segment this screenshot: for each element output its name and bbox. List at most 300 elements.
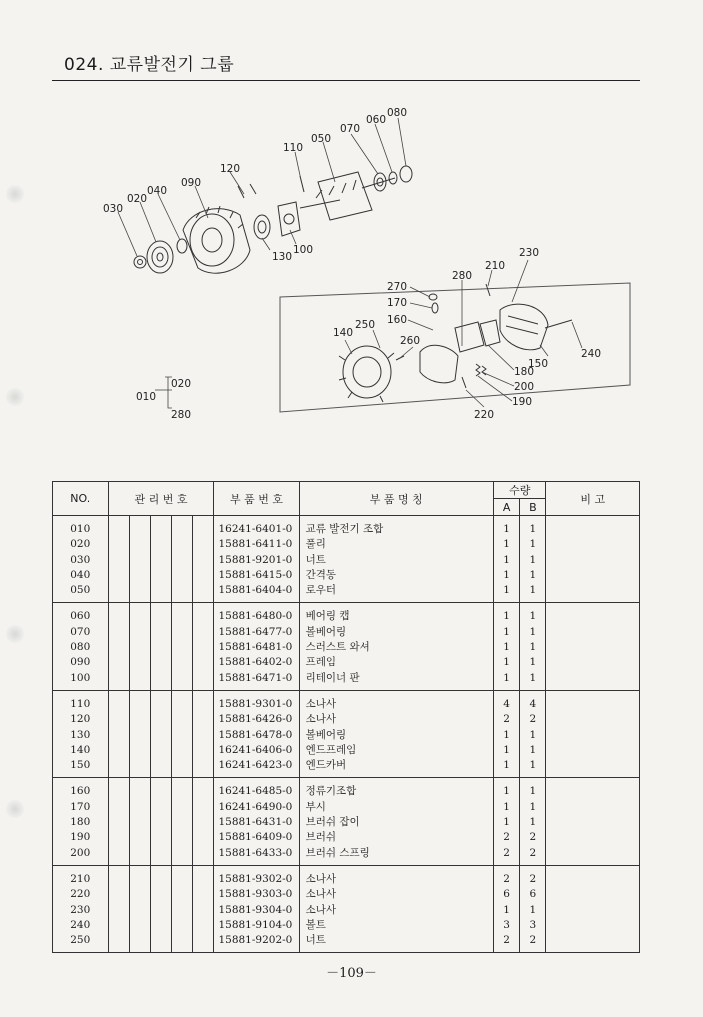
mgmt-cell [108, 918, 129, 933]
part-number-ref: 150 [53, 758, 109, 778]
table-row [53, 728, 640, 743]
mgmt-cell [172, 516, 193, 538]
callout-label: 160 [387, 314, 408, 326]
qty-b: 2 [520, 712, 546, 727]
part-name: 너트 [299, 553, 493, 568]
mgmt-cell [108, 537, 129, 552]
qty-a: 2 [493, 712, 519, 727]
mgmt-cell [129, 865, 150, 887]
parts-table [52, 481, 640, 953]
mgmt-cell [172, 933, 193, 953]
part-number-ref: 040 [53, 568, 109, 583]
qty-b: 1 [520, 516, 546, 538]
mgmt-cell [129, 743, 150, 758]
qty-a: 1 [493, 728, 519, 743]
mgmt-cell [172, 778, 193, 800]
mgmt-cell [193, 778, 214, 800]
part-name: 로우터 [299, 583, 493, 603]
qty-b: 2 [520, 865, 546, 887]
part-number-ref: 120 [53, 712, 109, 727]
qty-b: 2 [520, 846, 546, 866]
mgmt-cell [150, 655, 171, 670]
mgmt-cell [150, 830, 171, 845]
mgmt-cell [129, 830, 150, 845]
qty-a: 1 [493, 516, 519, 538]
mgmt-cell [172, 800, 193, 815]
table-row [53, 800, 640, 815]
callout-label: 170 [387, 297, 408, 309]
qty-b: 6 [520, 887, 546, 902]
qty-b: 3 [520, 918, 546, 933]
table-row [53, 671, 640, 691]
end-frame-illustration [339, 346, 394, 402]
mgmt-cell [129, 815, 150, 830]
mgmt-cell [129, 903, 150, 918]
mgmt-cell [172, 568, 193, 583]
table-row [53, 537, 640, 552]
part-number-ref: 130 [53, 728, 109, 743]
qty-a: 1 [493, 553, 519, 568]
mgmt-cell [150, 603, 171, 625]
table-row [53, 830, 640, 845]
note-cell [546, 743, 640, 758]
mgmt-cell [150, 553, 171, 568]
qty-a: 1 [493, 903, 519, 918]
part-number-ref: 050 [53, 583, 109, 603]
mgmt-cell [108, 815, 129, 830]
callout-label: 060 [366, 114, 387, 126]
part-code: 15881-9201-0 [214, 553, 299, 568]
mgmt-cell [150, 933, 171, 953]
mgmt-cell [108, 655, 129, 670]
qty-b: 1 [520, 800, 546, 815]
qty-b: 1 [520, 903, 546, 918]
mgmt-cell [108, 553, 129, 568]
nut-illustration [134, 256, 146, 268]
mgmt-cell [129, 887, 150, 902]
table-row [53, 516, 640, 538]
mgmt-cell [150, 690, 171, 712]
table-row [53, 933, 640, 953]
mgmt-cell [129, 728, 150, 743]
frame-illustration [183, 206, 250, 273]
table-row [53, 846, 640, 866]
qty-b: 2 [520, 933, 546, 953]
mgmt-cell [129, 933, 150, 953]
mgmt-cell [150, 568, 171, 583]
part-code: 15881-9304-0 [214, 903, 299, 918]
note-cell [546, 933, 640, 953]
mgmt-cell [129, 655, 150, 670]
callout-label: 020 [127, 193, 148, 205]
callout-label: 200 [514, 381, 535, 393]
col-header-qty-b: B [520, 499, 546, 516]
col-header-qty-a: A [493, 499, 519, 516]
part-number-ref: 140 [53, 743, 109, 758]
qty-a: 1 [493, 568, 519, 583]
note-cell [546, 887, 640, 902]
part-code: 15881-9104-0 [214, 918, 299, 933]
spring-illustration [476, 364, 486, 376]
mgmt-cell [172, 553, 193, 568]
mgmt-cell [129, 553, 150, 568]
mgmt-cell [193, 671, 214, 691]
bush-illustration [429, 294, 438, 313]
qty-a: 2 [493, 830, 519, 845]
mgmt-cell [172, 903, 193, 918]
part-code: 15881-6471-0 [214, 671, 299, 691]
mgmt-cell [193, 640, 214, 655]
mgmt-cell [172, 918, 193, 933]
table-row [53, 815, 640, 830]
table-row [53, 712, 640, 727]
mgmt-cell [193, 690, 214, 712]
mgmt-cell [129, 625, 150, 640]
part-number-ref: 240 [53, 918, 109, 933]
part-code: 15881-6480-0 [214, 603, 299, 625]
part-name: 소나사 [299, 887, 493, 902]
qty-a: 3 [493, 918, 519, 933]
mgmt-cell [108, 800, 129, 815]
callout-label: 100 [293, 244, 314, 256]
parts-table-body [53, 516, 640, 953]
part-name: 볼베어링 [299, 728, 493, 743]
mgmt-cell [129, 800, 150, 815]
callout-label: 080 [387, 107, 408, 119]
mgmt-cell [172, 655, 193, 670]
table-row [53, 583, 640, 603]
part-name: 엔드카버 [299, 758, 493, 778]
qty-a: 1 [493, 815, 519, 830]
title-underline [52, 80, 640, 81]
qty-a: 1 [493, 625, 519, 640]
mgmt-cell [150, 778, 171, 800]
mgmt-cell [108, 690, 129, 712]
callout-label: 190 [512, 396, 533, 408]
part-number-ref: 080 [53, 640, 109, 655]
qty-a: 2 [493, 865, 519, 887]
spacer-illustration [177, 239, 187, 253]
page-title: 024. 교류발전기 그룹 [64, 55, 235, 75]
part-code: 15881-9303-0 [214, 887, 299, 902]
qty-b: 2 [520, 830, 546, 845]
mgmt-cell [129, 690, 150, 712]
qty-b: 1 [520, 583, 546, 603]
part-name: 프레임 [299, 655, 493, 670]
mgmt-cell [172, 625, 193, 640]
mgmt-cell [108, 516, 129, 538]
part-number-ref: 010 [53, 516, 109, 538]
part-code: 16241-6485-0 [214, 778, 299, 800]
callout-label: 110 [283, 142, 304, 154]
bearing-illustration [254, 215, 270, 239]
part-name: 부시 [299, 800, 493, 815]
mgmt-cell [150, 903, 171, 918]
screw-illustration [238, 176, 304, 198]
rotor-illustration [300, 172, 395, 220]
table-row [53, 743, 640, 758]
part-number-ref: 230 [53, 903, 109, 918]
mgmt-cell [129, 712, 150, 727]
mgmt-cell [193, 537, 214, 552]
table-row [53, 603, 640, 625]
callout-label: 090 [181, 177, 202, 189]
mgmt-cell [193, 743, 214, 758]
table-row [53, 655, 640, 670]
bolt-illustration [545, 320, 572, 328]
mgmt-cell [129, 671, 150, 691]
part-code: 15881-6426-0 [214, 712, 299, 727]
qty-b: 1 [520, 655, 546, 670]
punch-hole [6, 800, 24, 818]
qty-b: 1 [520, 537, 546, 552]
qty-b: 1 [520, 815, 546, 830]
part-code: 15881-6409-0 [214, 830, 299, 845]
rectifier-illustration [420, 345, 458, 382]
part-number-ref: 110 [53, 690, 109, 712]
table-row [53, 887, 640, 902]
part-number-ref: 180 [53, 815, 109, 830]
mgmt-cell [129, 568, 150, 583]
bearing-070-illustration [374, 173, 386, 191]
part-name: 정류기조합 [299, 778, 493, 800]
table-row [53, 918, 640, 933]
mgmt-cell [172, 865, 193, 887]
callout-label: 050 [311, 133, 332, 145]
qty-b: 1 [520, 778, 546, 800]
qty-a: 1 [493, 655, 519, 670]
part-name: 리테이너 판 [299, 671, 493, 691]
mgmt-cell [150, 712, 171, 727]
part-number-ref: 190 [53, 830, 109, 845]
mgmt-cell [150, 743, 171, 758]
mgmt-cell [172, 690, 193, 712]
callout-label: 120 [220, 163, 241, 175]
mgmt-cell [108, 887, 129, 902]
part-code: 16241-6423-0 [214, 758, 299, 778]
qty-b: 1 [520, 728, 546, 743]
col-header-part-no: 부 품 번 호 [214, 482, 299, 516]
note-cell [546, 671, 640, 691]
part-number-ref: 100 [53, 671, 109, 691]
mgmt-cell [108, 712, 129, 727]
mgmt-cell [129, 583, 150, 603]
mgmt-cell [193, 830, 214, 845]
callout-label: 040 [147, 185, 168, 197]
part-name: 소나사 [299, 865, 493, 887]
note-cell [546, 865, 640, 887]
pulley-illustration [147, 241, 173, 273]
part-number-ref: 200 [53, 846, 109, 866]
note-cell [546, 640, 640, 655]
note-cell [546, 655, 640, 670]
qty-b: 1 [520, 743, 546, 758]
mgmt-cell [108, 830, 129, 845]
qty-b: 1 [520, 553, 546, 568]
part-number-ref: 070 [53, 625, 109, 640]
mgmt-cell [193, 887, 214, 902]
qty-a: 1 [493, 537, 519, 552]
part-name: 브러쉬 [299, 830, 493, 845]
qty-b: 1 [520, 640, 546, 655]
mgmt-cell [193, 846, 214, 866]
col-header-qty: 수량 [493, 482, 545, 499]
note-cell [546, 903, 640, 918]
table-row [53, 865, 640, 887]
mgmt-cell [150, 887, 171, 902]
subassembly-outline [280, 283, 630, 412]
qty-b: 4 [520, 690, 546, 712]
mgmt-cell [172, 603, 193, 625]
col-header-mgmt: 관 리 번 호 [108, 482, 214, 516]
mgmt-cell [129, 516, 150, 538]
note-cell [546, 778, 640, 800]
part-number-ref: 210 [53, 865, 109, 887]
callout-label: 220 [474, 409, 495, 421]
part-name: 볼트 [299, 918, 493, 933]
mgmt-cell [150, 537, 171, 552]
mgmt-cell [172, 830, 193, 845]
mgmt-cell [150, 815, 171, 830]
callout-label: 240 [581, 348, 602, 360]
mgmt-cell [129, 640, 150, 655]
qty-a: 1 [493, 743, 519, 758]
mgmt-cell [193, 865, 214, 887]
note-cell [546, 625, 640, 640]
part-number-ref: 030 [53, 553, 109, 568]
mgmt-cell [193, 728, 214, 743]
note-cell [546, 537, 640, 552]
part-number-ref: 060 [53, 603, 109, 625]
part-name: 교류 발전기 조합 [299, 516, 493, 538]
qty-b: 1 [520, 625, 546, 640]
callout-label: 250 [355, 319, 376, 331]
mgmt-cell [108, 640, 129, 655]
qty-a: 1 [493, 778, 519, 800]
part-name: 브러쉬 잡이 [299, 815, 493, 830]
mgmt-cell [108, 903, 129, 918]
table-row [53, 758, 640, 778]
part-code: 16241-6406-0 [214, 743, 299, 758]
qty-b: 1 [520, 758, 546, 778]
page-number: －109－ [326, 966, 377, 981]
mgmt-cell [172, 671, 193, 691]
part-code: 15881-6431-0 [214, 815, 299, 830]
table-row [53, 625, 640, 640]
mgmt-cell [108, 671, 129, 691]
mgmt-cell [193, 516, 214, 538]
col-header-name: 부 품 명 칭 [299, 482, 493, 516]
callout-label: 150 [528, 358, 549, 370]
mgmt-cell [108, 583, 129, 603]
mgmt-cell [129, 758, 150, 778]
qty-b: 1 [520, 568, 546, 583]
part-number-ref: 090 [53, 655, 109, 670]
mgmt-cell [129, 918, 150, 933]
qty-a: 1 [493, 758, 519, 778]
qty-b: 1 [520, 603, 546, 625]
mgmt-cell [108, 625, 129, 640]
retainer-plate-illustration [278, 202, 300, 236]
note-cell [546, 846, 640, 866]
part-name: 소나사 [299, 903, 493, 918]
part-code: 15881-6415-0 [214, 568, 299, 583]
mgmt-cell [193, 933, 214, 953]
part-code: 15881-6481-0 [214, 640, 299, 655]
mgmt-cell [108, 758, 129, 778]
callout-label: 260 [400, 335, 421, 347]
note-cell [546, 712, 640, 727]
mgmt-cell [108, 933, 129, 953]
col-header-note: 비 고 [546, 482, 640, 516]
table-row [53, 568, 640, 583]
callout-label: 280 [171, 409, 192, 421]
qty-b: 1 [520, 671, 546, 691]
part-name: 풀리 [299, 537, 493, 552]
part-name: 베어링 캡 [299, 603, 493, 625]
note-cell [546, 728, 640, 743]
mgmt-cell [193, 553, 214, 568]
note-cell [546, 516, 640, 538]
mgmt-cell [172, 743, 193, 758]
table-row [53, 690, 640, 712]
part-number-ref: 220 [53, 887, 109, 902]
part-code: 16241-6490-0 [214, 800, 299, 815]
callout-label: 070 [340, 123, 361, 135]
mgmt-cell [108, 728, 129, 743]
note-cell [546, 758, 640, 778]
mgmt-cell [129, 846, 150, 866]
mgmt-cell [193, 918, 214, 933]
mgmt-cell [150, 865, 171, 887]
note-cell [546, 603, 640, 625]
part-name: 소나사 [299, 712, 493, 727]
mgmt-cell [129, 603, 150, 625]
mgmt-cell [193, 625, 214, 640]
part-name: 브러쉬 스프링 [299, 846, 493, 866]
table-row [53, 553, 640, 568]
table-row [53, 640, 640, 655]
bearing-cap-illustration [389, 172, 397, 184]
mgmt-cell [193, 655, 214, 670]
mgmt-cell [193, 603, 214, 625]
mgmt-cell [172, 537, 193, 552]
part-name: 소나사 [299, 690, 493, 712]
mgmt-cell [150, 516, 171, 538]
qty-a: 4 [493, 690, 519, 712]
mgmt-cell [108, 743, 129, 758]
mgmt-cell [150, 671, 171, 691]
part-name: 너트 [299, 933, 493, 953]
mgmt-cell [193, 583, 214, 603]
callout-label: 270 [387, 281, 408, 293]
mgmt-cell [108, 865, 129, 887]
qty-a: 1 [493, 800, 519, 815]
mgmt-cell [150, 918, 171, 933]
mgmt-cell [150, 758, 171, 778]
part-code: 15881-6402-0 [214, 655, 299, 670]
mgmt-cell [193, 568, 214, 583]
mgmt-cell [150, 800, 171, 815]
exploded-parts-diagram [0, 90, 703, 450]
part-name: 스러스트 와셔 [299, 640, 493, 655]
mgmt-cell [108, 846, 129, 866]
mgmt-cell [150, 846, 171, 866]
callout-label: 010 [136, 391, 157, 403]
note-cell [546, 690, 640, 712]
qty-a: 1 [493, 640, 519, 655]
mgmt-cell [172, 887, 193, 902]
